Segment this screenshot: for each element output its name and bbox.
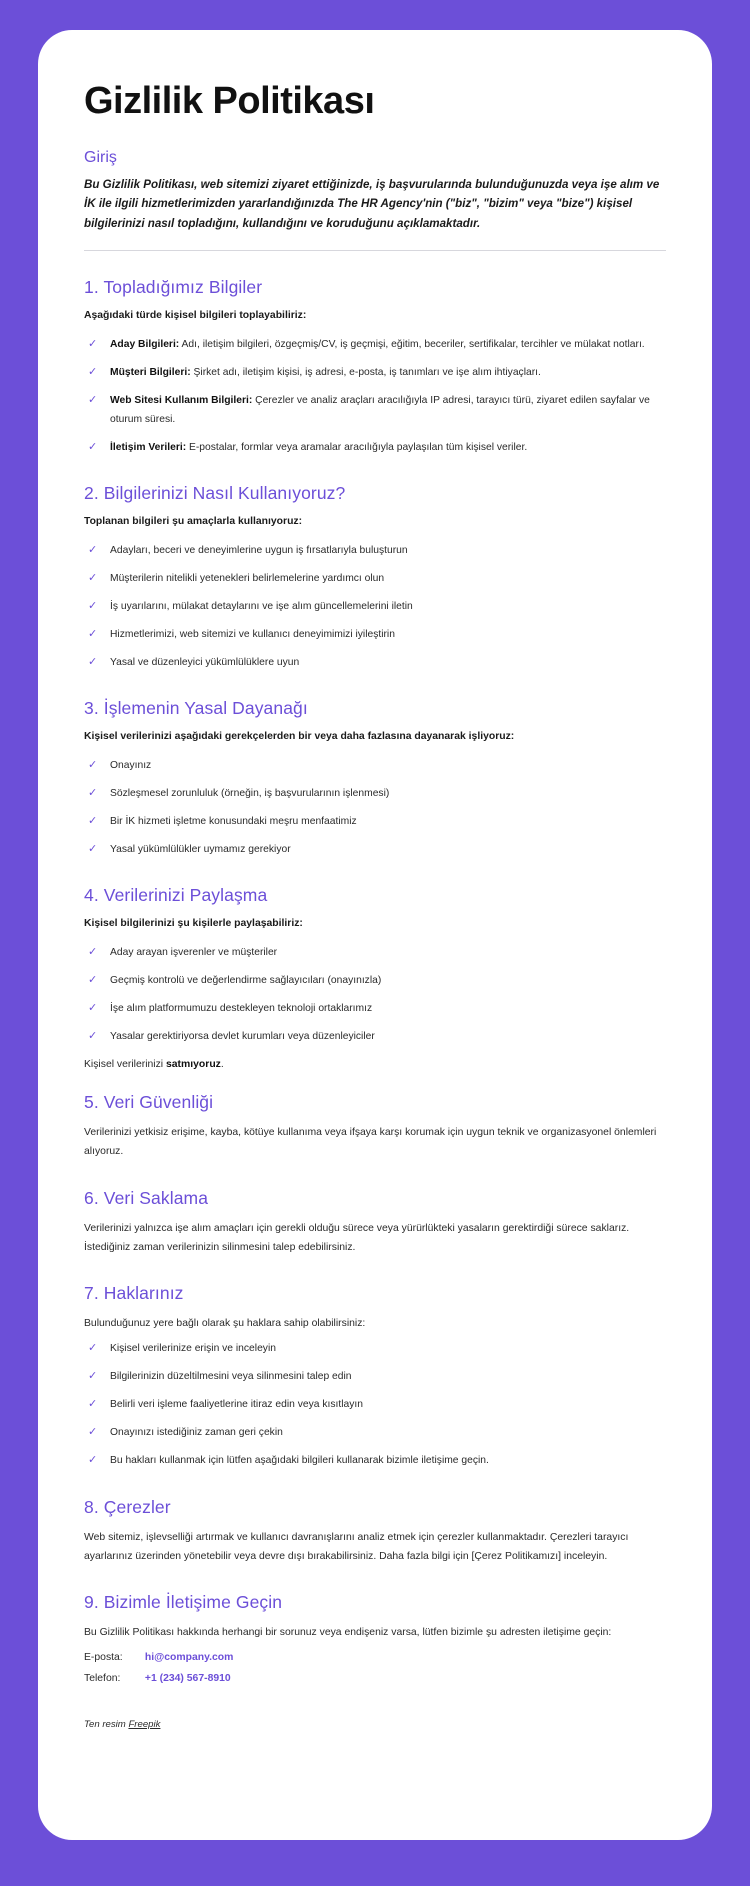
list-item-text: Bilgilerinizin düzeltilmesini veya silinmesini talep edin: [110, 1371, 352, 1383]
closing-post: .: [220, 1058, 224, 1070]
section-2-lead: Toplanan bilgileri şu amaçlarla kullanıyoruz:: [84, 516, 303, 528]
section-4-closing: [84, 1055, 666, 1074]
check-icon: ✓: [88, 441, 98, 454]
email-link[interactable]: hi@company.com: [144, 1652, 234, 1664]
phone-link[interactable]: +1 (234) 567-8910: [144, 1672, 231, 1684]
list-item-label: İletişim Verileri:: [110, 442, 187, 454]
list-item: [88, 1423, 666, 1442]
section-heading-6: 6. Veri Saklama: [84, 1187, 209, 1208]
list-item: [88, 1339, 666, 1358]
list-item-text: Onayınızı istediğiniz zaman geri çekin: [110, 1427, 283, 1439]
section-3-lead: Kişisel verilerinizi aşağıdaki gerekçelerden bir veya daha fazlasına dayanarak işliyoruz:: [84, 731, 515, 743]
list-item-text: Aday arayan işverenler ve müşteriler: [110, 946, 278, 958]
list-item-text: Yasal yükümlülükler uymamız gerekiyor: [110, 843, 291, 855]
list-item-text: Belirli veri işleme faaliyetlerine itiraz edin veya kısıtlayın: [110, 1399, 363, 1411]
check-icon: ✓: [88, 1426, 98, 1439]
list-item: [88, 943, 666, 962]
list-item: [88, 335, 666, 354]
check-icon: ✓: [88, 973, 98, 986]
check-icon: ✓: [88, 1370, 98, 1383]
closing-bold: satmıyoruz: [166, 1058, 221, 1070]
section-heading-5: 5. Veri Güvenliği: [84, 1092, 214, 1113]
list-item: [88, 784, 666, 803]
section-7-lead: Bulunduğunuz yere bağlı olarak şu haklara sahip olabilirsiniz:: [84, 1318, 366, 1330]
check-icon: ✓: [88, 1454, 98, 1467]
list-item-text: Geçmiş kontrolü ve değerlendirme sağlayıcıları (onayınızla): [110, 974, 382, 986]
list-item: [88, 756, 666, 775]
divider: [84, 250, 666, 251]
check-icon: ✓: [88, 1398, 98, 1411]
list-item-text: Müşterilerin nitelikli yetenekleri belirlemelerine yardımcı olun: [110, 572, 385, 584]
list-item: [88, 1451, 666, 1470]
list-item-text: Bir İK hizmeti işletme konusundaki meşru menfaatimiz: [110, 815, 357, 827]
check-icon: ✓: [88, 628, 98, 641]
credit-prefix: Ten resim: [84, 1718, 129, 1730]
check-icon: ✓: [88, 842, 98, 855]
check-icon: ✓: [88, 1029, 98, 1042]
section-heading-9: 9. Bizimle İletişime Geçin: [84, 1592, 283, 1612]
section-8-text: Web sitemiz, işlevselliği artırmak ve kullanıcı davranışlarını analiz etmek için çerezler kullanmaktadır. Çerezleri tarayıcı ayarlarınız üzerinden yönetebilir veya devre dışı bırakabilirsiniz. Daha fazla bilgi için [Çerez Politikamızı] inceleyin.: [84, 1531, 629, 1562]
check-icon: ✓: [88, 338, 98, 350]
list-item: [88, 1367, 666, 1386]
policy-card: [38, 30, 712, 1840]
phone-label: Telefon:: [84, 1672, 121, 1684]
check-icon: ✓: [88, 543, 98, 556]
section-heading-3: 3. İşlemenin Yasal Dayanağı: [84, 698, 308, 719]
section-2-list: [84, 541, 666, 672]
section-heading-1: 1. Topladığımız Bilgiler: [84, 277, 263, 298]
list-item: [88, 541, 666, 560]
check-icon: ✓: [88, 366, 98, 379]
section-heading-4: 4. Verilerinizi Paylaşma: [84, 884, 268, 905]
list-item-text: Adayları, beceri ve deneyimlerine uygun iş fırsatlarıyla buluşturun: [110, 544, 408, 556]
closing-pre: Kişisel verilerinizi: [84, 1058, 166, 1070]
check-icon: ✓: [88, 758, 98, 771]
list-item-text: Şirket adı, iletişim kişisi, iş adresi, e-posta, iş tanımları ve işe alım ihtiyaçları.: [190, 367, 541, 379]
list-item: [88, 999, 666, 1018]
section-3-list: [84, 756, 666, 859]
list-item-text: Onayınız: [110, 759, 152, 771]
check-icon: ✓: [88, 1342, 98, 1355]
list-item: [88, 569, 666, 588]
check-icon: ✓: [88, 599, 98, 612]
list-item-text: Sözleşmesel zorunluluk (örneğin, iş başvurularının işlenmesi): [110, 787, 390, 799]
list-item-text: Kişisel verilerinize erişin ve inceleyin: [110, 1343, 276, 1355]
check-icon: ✓: [88, 1001, 98, 1014]
list-item-text: Adı, iletişim bilgileri, özgeçmiş/CV, iş geçmişi, eğitim, beceriler, sertifikalar, tercihler ve mülakat notları.: [179, 339, 645, 350]
list-item-text: Çerezler ve analiz araçları aracılığıyla IP adresi, tarayıcı türü, ziyaret edilen sayfalar ve oturum süresi.: [110, 395, 650, 426]
list-item-text: Bu hakları kullanmak için lütfen aşağıdaki bilgileri kullanarak bizimle iletişime geçin.: [110, 1455, 489, 1467]
list-item: [88, 391, 666, 429]
section-9-text: Bu Gizlilik Politikası hakkında herhangi bir sorunuz veya endişeniz varsa, lütfen bizimle şu adresten iletişime geçin:: [84, 1627, 612, 1638]
list-item-text: E-postalar, formlar veya aramalar aracılığıyla paylaşılan tüm kişisel veriler.: [186, 442, 528, 454]
list-item-text: Yasalar gerektiriyorsa devlet kurumları veya düzenleyiciler: [110, 1030, 375, 1042]
section-7-list: [84, 1339, 666, 1470]
list-item: [88, 597, 666, 616]
list-item: [88, 812, 666, 831]
list-item: [88, 971, 666, 990]
list-item: [88, 625, 666, 644]
section-5-text: Verilerinizi yetkisiz erişime, kayba, kötüye kullanıma veya ifşaya karşı korumak için uygun teknik ve organizasyonel önlemleri alıyoruz.: [84, 1127, 657, 1158]
list-item: [88, 363, 666, 382]
list-item-label: Aday Bilgileri:: [110, 339, 180, 350]
list-item: [88, 653, 666, 672]
intro-paragraph: Bu Gizlilik Politikası, web sitemizi ziyaret ettiğinizde, iş başvurularında bulunduğunuzda veya işe alım ve İK ile ilgili hizmetlerimizden yararlandığınızda The HR Agency'nin ("biz", "bizim" veya "bize") kişisel bilgilerinizi nasıl topladığını, kullandığını ve koruduğunu açıklamaktadır.: [84, 177, 660, 231]
list-item-label: Web Sitesi Kullanım Bilgileri:: [110, 395, 253, 407]
section-1-lead: Aşağıdaki türde kişisel bilgileri toplayabiliriz:: [84, 310, 307, 322]
list-item-text: İşe alım platformumuzu destekleyen teknoloji ortaklarımız: [110, 1002, 373, 1014]
page-title: Gizlilik Politikası: [84, 80, 375, 122]
contact-phone-row: [84, 1669, 666, 1689]
list-item: [88, 840, 666, 859]
image-credit: [84, 1719, 666, 1730]
section-heading-7: 7. Haklarınız: [84, 1283, 184, 1304]
list-item: [88, 1027, 666, 1046]
contact-email-row: [84, 1648, 666, 1668]
email-label: E-posta:: [84, 1652, 123, 1664]
section-6-text: Verilerinizi yalnızca işe alım amaçları için gerekli olduğu sürece veya yürürlükteki yasaların gerektirdiği sürece saklarız. İstediğiniz zaman verilerinizin silinmesini talep edebilirsiniz.: [84, 1222, 630, 1253]
list-item-text: İş uyarılarını, mülakat detaylarını ve işe alım güncellemelerini iletin: [110, 600, 413, 612]
list-item-label: Müşteri Bilgileri:: [110, 367, 191, 379]
check-icon: ✓: [88, 786, 98, 799]
check-icon: ✓: [88, 394, 98, 407]
section-1-list: [84, 335, 666, 457]
check-icon: ✓: [88, 814, 98, 827]
section-4-lead: Kişisel bilgilerinizi şu kişilerle paylaşabiliriz:: [84, 917, 303, 929]
check-icon: ✓: [88, 945, 98, 958]
check-icon: ✓: [88, 656, 98, 669]
section-heading-2: 2. Bilgilerinizi Nasıl Kullanıyoruz?: [84, 483, 346, 504]
list-item-text: Yasal ve düzenleyici yükümlülüklere uyun: [110, 657, 300, 669]
list-item-text: Hizmetlerimizi, web sitemizi ve kullanıcı deneyimimizi iyileştirin: [110, 629, 395, 641]
section-heading-8: 8. Çerezler: [84, 1496, 171, 1517]
freepik-link[interactable]: Freepik: [128, 1718, 161, 1730]
section-4-list: [84, 943, 666, 1046]
section-heading-intro: Giriş: [84, 148, 117, 166]
check-icon: ✓: [88, 571, 98, 584]
list-item: [88, 438, 666, 457]
list-item: [88, 1395, 666, 1414]
